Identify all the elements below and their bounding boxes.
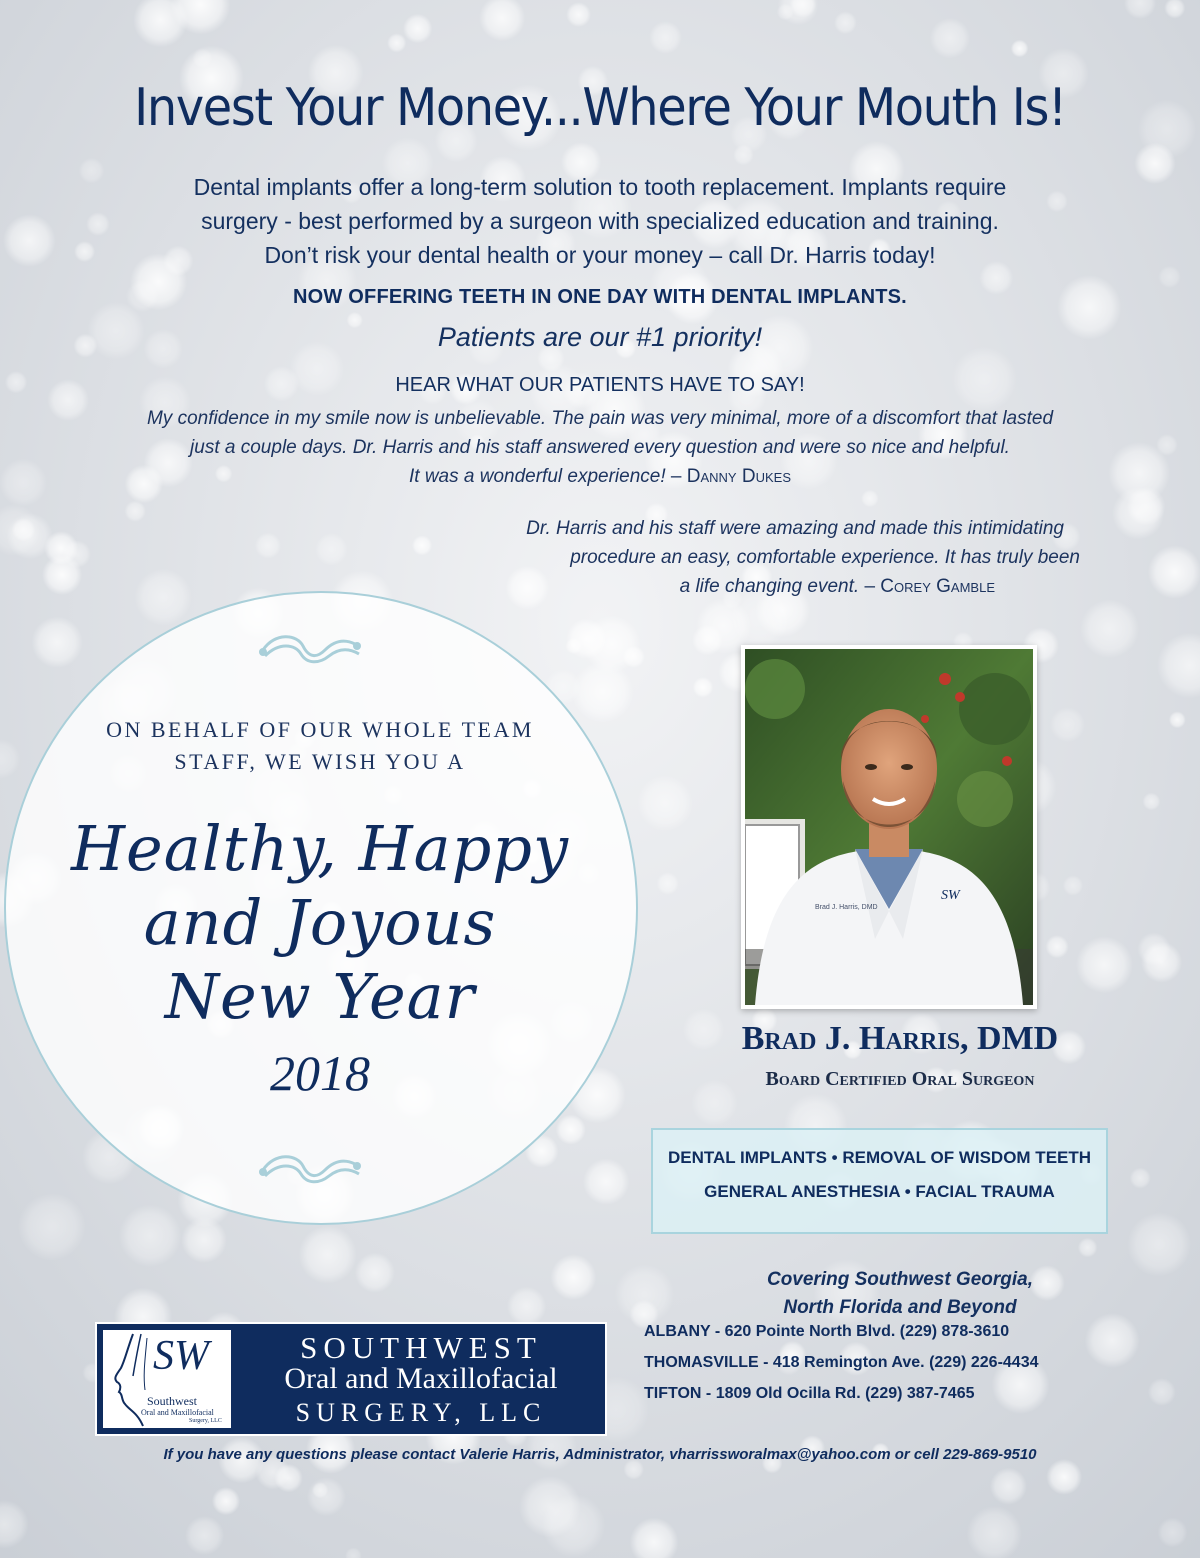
bokeh-dot: [412, 535, 432, 555]
flourish-icon: [255, 1148, 365, 1188]
greeting-line: ON BEHALF OF OUR WHOLE TEAM: [106, 717, 534, 742]
bokeh-dot: [693, 677, 714, 698]
priority-tagline: Patients are our #1 priority!: [437, 322, 763, 352]
bokeh-dot: [834, 11, 857, 34]
bokeh-dot: [255, 533, 281, 559]
bokeh-dot: [1169, 711, 1186, 728]
bokeh-dot: [542, 1494, 606, 1558]
doctor-photo-frame: [741, 645, 1037, 1009]
bokeh-dot: [1050, 707, 1085, 742]
testimonial-line: procedure an easy, comfortable experience. It has truly been: [570, 547, 1080, 568]
bokeh-dot: [1076, 936, 1133, 993]
bokeh-dot: [1063, 875, 1083, 895]
bokeh-dot: [1141, 942, 1182, 983]
bokeh-dot: [185, 1516, 224, 1555]
bokeh-dot: [307, 1477, 346, 1516]
bokeh-dot: [637, 775, 693, 831]
logo-small-line: Southwest: [147, 1394, 198, 1408]
testimonial-line-last: [60, 462, 1140, 491]
logo-line: Oral and Maxillofacial: [284, 1362, 558, 1395]
svg-text:SW: SW: [941, 888, 960, 903]
bokeh-dot: [74, 241, 95, 262]
bokeh-dot: [125, 501, 146, 522]
testimonial-line: My confidence in my smile now is unbelievable. The pain was very minimal, more of a discomfort that lasted: [146, 408, 1054, 429]
services-box: [651, 1128, 1108, 1234]
bokeh-dot: [566, 619, 606, 659]
bokeh-dot: [3, 214, 56, 267]
bokeh-dot: [135, 569, 192, 626]
bokeh-dot: [507, 1287, 546, 1326]
bokeh-dot: [403, 14, 432, 43]
testimonials-heading: HEAR WHAT OUR PATIENTS HAVE TO SAY!: [395, 374, 805, 396]
services-row: GENERAL ANESTHESIA • FACIAL TRAUMA: [704, 1182, 1055, 1201]
intro-line: surgery - best performed by a surgeon with specialized education and training.: [201, 208, 999, 234]
office-locations: [644, 1316, 1164, 1409]
bokeh-dot: [1112, 487, 1164, 539]
bokeh-dot: [119, 1205, 182, 1268]
contact-line: If you have any questions please contact Valerie Harris, Administrator, vharrissworalmax@yahoo.com or cell 229-869-9510: [163, 1446, 1037, 1463]
testimonial-author: – Danny Dukes: [665, 466, 791, 487]
bokeh-dot: [192, 48, 212, 68]
bokeh-dot: [1011, 40, 1029, 58]
practice-logo: [95, 1322, 607, 1436]
logo-small-line: Oral and Maxillofacial: [141, 1408, 214, 1417]
doctor-name: Brad J. Harris, DMD: [741, 1020, 1059, 1057]
testimonial-line: a life changing event.: [679, 576, 860, 597]
bokeh-dot: [32, 617, 83, 668]
new-year-script: [20, 812, 620, 1034]
bokeh-dot: [387, 33, 406, 52]
bokeh-dot: [556, 1115, 586, 1145]
intro-paragraph: [100, 170, 1100, 272]
bokeh-dot: [1148, 545, 1200, 599]
bokeh-dot: [18, 1193, 86, 1261]
bokeh-dot: [990, 1468, 1027, 1505]
testimonial-line: It was a wonderful experience!: [408, 466, 666, 487]
bokeh-dot: [1158, 266, 1180, 288]
bokeh-dot: [649, 21, 682, 54]
logo-emblem: [103, 1330, 231, 1428]
testimonial-author: – Corey Gamble: [859, 576, 995, 597]
doctor-title: Board Certified Oral Surgeon: [765, 1068, 1035, 1090]
bokeh-dot: [299, 1226, 357, 1284]
services-row: DENTAL IMPLANTS • REMOVAL OF WISDOM TEETH: [667, 1148, 1092, 1167]
year-text: 2018: [270, 1045, 370, 1101]
location-tifton: TIFTON - 1809 Old Ocilla Rd. (229) 387-7465: [644, 1385, 975, 1402]
testimonial-line-last: [440, 572, 1080, 601]
bokeh-dot: [355, 1253, 395, 1293]
greeting-line: STAFF, WE WISH YOU A: [174, 749, 466, 774]
bokeh-dot: [1130, 1168, 1151, 1189]
bokeh-dot: [0, 459, 47, 507]
logo-small-line: Surgery, LLC: [189, 1418, 222, 1424]
coverage-line: North Florida and Beyond: [783, 1297, 1017, 1318]
testimonial-line: just a couple days. Dr. Harris and his staff answered every question and were so nice and helpful.: [190, 437, 1010, 458]
script-line: and Joyous: [143, 886, 497, 959]
doctor-photo: [745, 649, 1033, 1005]
flourish-icon: [255, 628, 365, 668]
headline: Invest Your Money...Where Your Mouth Is!: [134, 78, 1066, 138]
bokeh-dot: [657, 872, 679, 894]
bokeh-dot: [1078, 1238, 1098, 1258]
logo-line: SURGERY, LLC: [295, 1398, 547, 1427]
testimonial-line: Dr. Harris and his staff were amazing and made this intimidating: [526, 518, 1064, 539]
bokeh-dot: [1158, 1518, 1188, 1548]
logo-line: SOUTHWEST: [300, 1330, 542, 1365]
testimonial-2: [440, 514, 1080, 601]
svg-text:Brad J. Harris, DMD: Brad J. Harris, DMD: [815, 904, 878, 911]
bokeh-dot: [551, 1254, 597, 1300]
bokeh-dot: [212, 1487, 240, 1515]
bokeh-dot: [1156, 434, 1178, 456]
testimonial-1: [60, 404, 1140, 491]
bokeh-dot: [1143, 793, 1161, 811]
intro-line: Don’t risk your dental health or your money – call Dr. Harris today!: [264, 242, 936, 268]
bokeh-dot: [733, 145, 754, 166]
script-line: Healthy, Happy: [70, 812, 570, 885]
coverage-line: Covering Southwest Georgia,: [766, 1269, 1034, 1290]
bokeh-dot: [1134, 143, 1175, 184]
intro-line: Dental implants offer a long-term solution to tooth replacement. Implants require: [193, 174, 1007, 200]
bokeh-dot: [861, 490, 879, 508]
location-albany: ALBANY - 620 Pointe North Blvd. (229) 878-3610: [644, 1323, 1010, 1340]
script-line: New Year: [164, 960, 476, 1033]
logo-initials: SW: [153, 1333, 209, 1379]
bokeh-dot: [315, 533, 348, 566]
coverage-area: [660, 1266, 1140, 1322]
bokeh-dot: [566, 2, 591, 27]
location-thomasville: THOMASVILLE - 418 Remington Ave. (229) 226-4434: [644, 1354, 1039, 1371]
bokeh-dot: [1080, 599, 1139, 658]
bokeh-dot: [1046, 935, 1069, 958]
bokeh-dot: [12, 518, 36, 542]
bokeh-dot: [1046, 1459, 1082, 1495]
bokeh-dot: [930, 18, 970, 58]
bokeh-dot: [583, 1159, 629, 1205]
bokeh-dot: [683, 1009, 725, 1051]
offer-banner: NOW OFFERING TEETH IN ONE DAY WITH DENTAL IMPLANTS.: [293, 286, 907, 308]
greeting-text: [40, 714, 600, 778]
